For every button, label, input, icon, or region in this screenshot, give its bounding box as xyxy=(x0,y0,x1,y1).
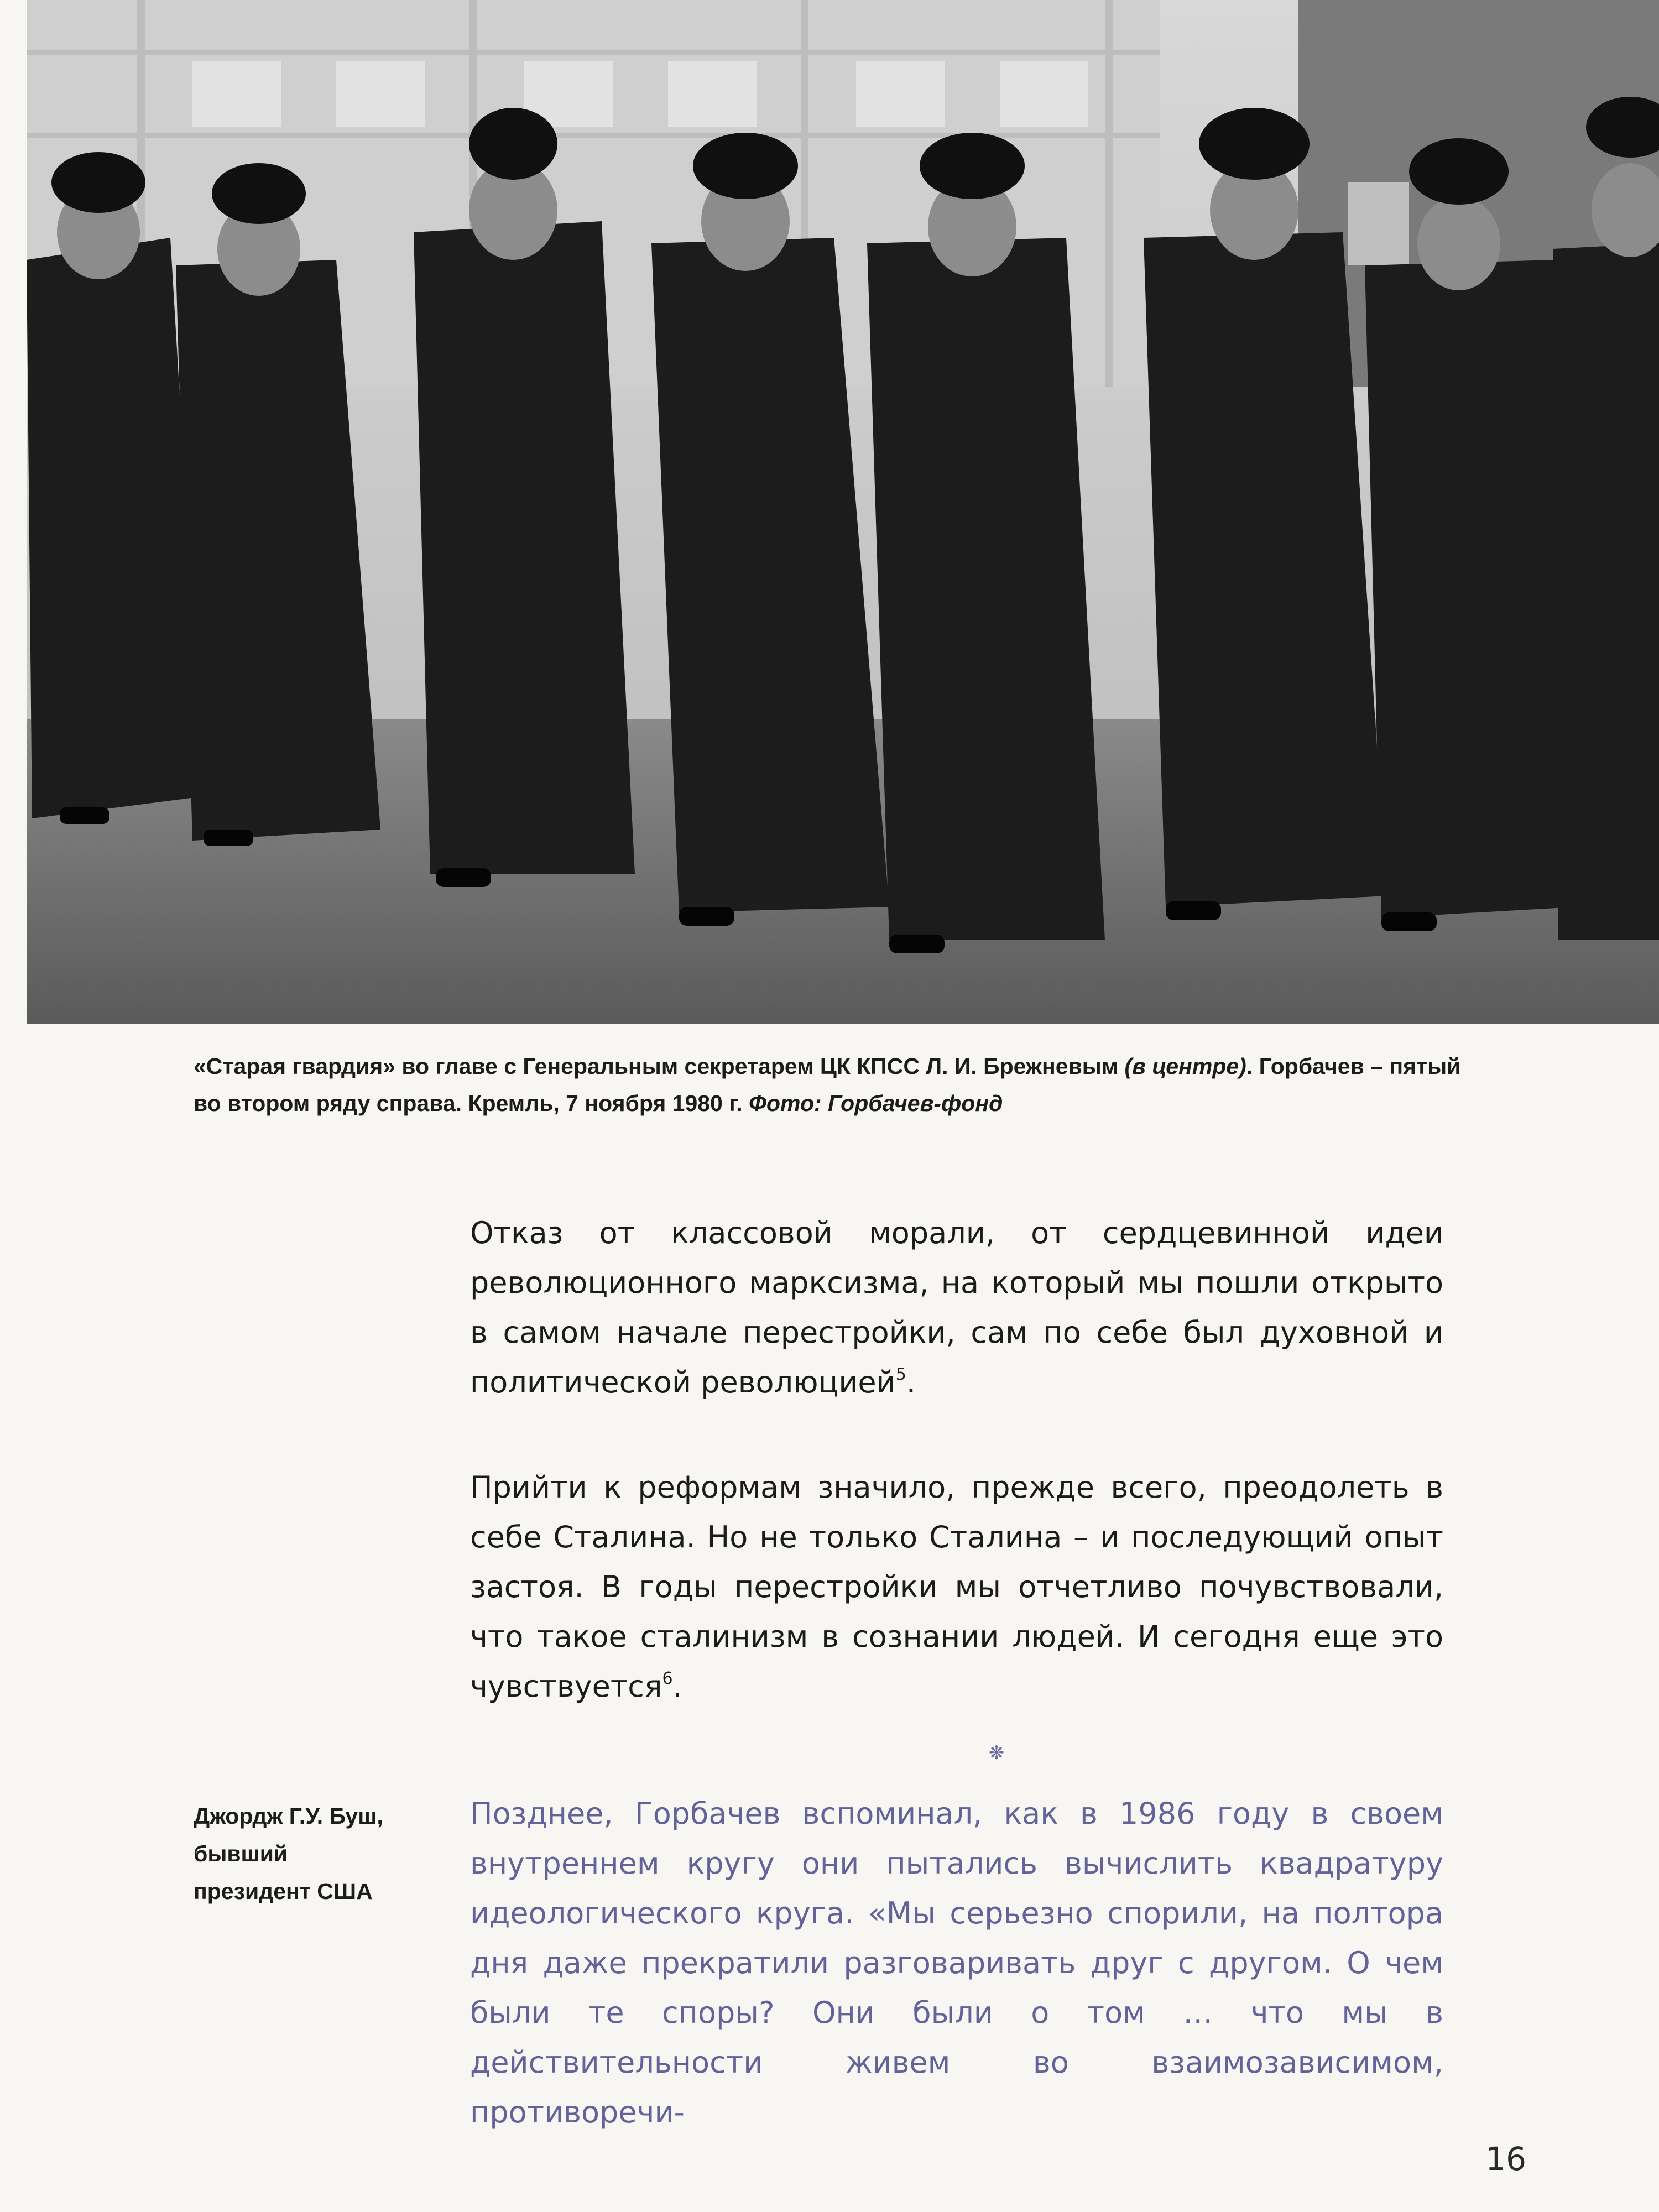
sidebar-attribution xyxy=(194,1797,431,1910)
paragraph-2-end: . xyxy=(672,1669,682,1704)
caption-text-b: . Горбачев – пятый во втором ряду справа. Кремль, 7 ноября 1980 г. xyxy=(194,1053,1461,1116)
paragraph-1-text: Отказ от классовой морали, от сердцевинной идеи революционного марксизма, на который мы пошли открыто в самом начале перестройки, сам по себе был духовной и политической революцией xyxy=(470,1215,1443,1400)
photo-caption xyxy=(194,1048,1465,1122)
footnote-ref-5: 5 xyxy=(895,1365,906,1384)
caption-photo-credit: Фото: Горбачев-фонд xyxy=(749,1091,1003,1116)
caption-italic-a: (в центре) xyxy=(1124,1053,1246,1079)
photo-old-guard-image xyxy=(27,0,1659,1024)
sidebar-line-1: Джордж Г.У. Буш, xyxy=(194,1803,383,1829)
historical-photo xyxy=(27,0,1659,1024)
paragraph-1-end: . xyxy=(906,1365,916,1400)
sidebar-line-2: бывший xyxy=(194,1841,288,1866)
sidebar-line-3: президент США xyxy=(194,1879,373,1904)
section-ornament-icon: ❋ xyxy=(988,1743,1005,1764)
paragraph-1 xyxy=(470,1208,1443,1407)
caption-text-a: «Старая гвардия» во главе с Генеральным секретарем ЦК КПСС Л. И. Брежневым xyxy=(194,1053,1125,1079)
paragraph-2 xyxy=(470,1463,1443,1712)
footnote-ref-6: 6 xyxy=(662,1669,673,1688)
page-number: 16 xyxy=(1485,2140,1526,2178)
quote-paragraph: Позднее, Горбачев вспоминал, как в 1986 году в своем внутреннем кругу они пытались вычислить квадратуру идеологического круга. «Мы серьезно спорили, на полтора дня даже прекратили разговаривать друг с другом. О чем были те споры? Они были о том … что мы в действительности живем во взаимозависимом, противоречи- xyxy=(470,1796,1443,2130)
paragraph-2-text: Прийти к реформам значило, прежде всего, преодолеть в себе Сталина. Но не только Сталина – и последующий опыт застоя. В годы перестройки мы отчетливо почувствовали, что такое сталинизм в сознании людей. И сегодня еще это чувствуется xyxy=(470,1470,1443,1704)
